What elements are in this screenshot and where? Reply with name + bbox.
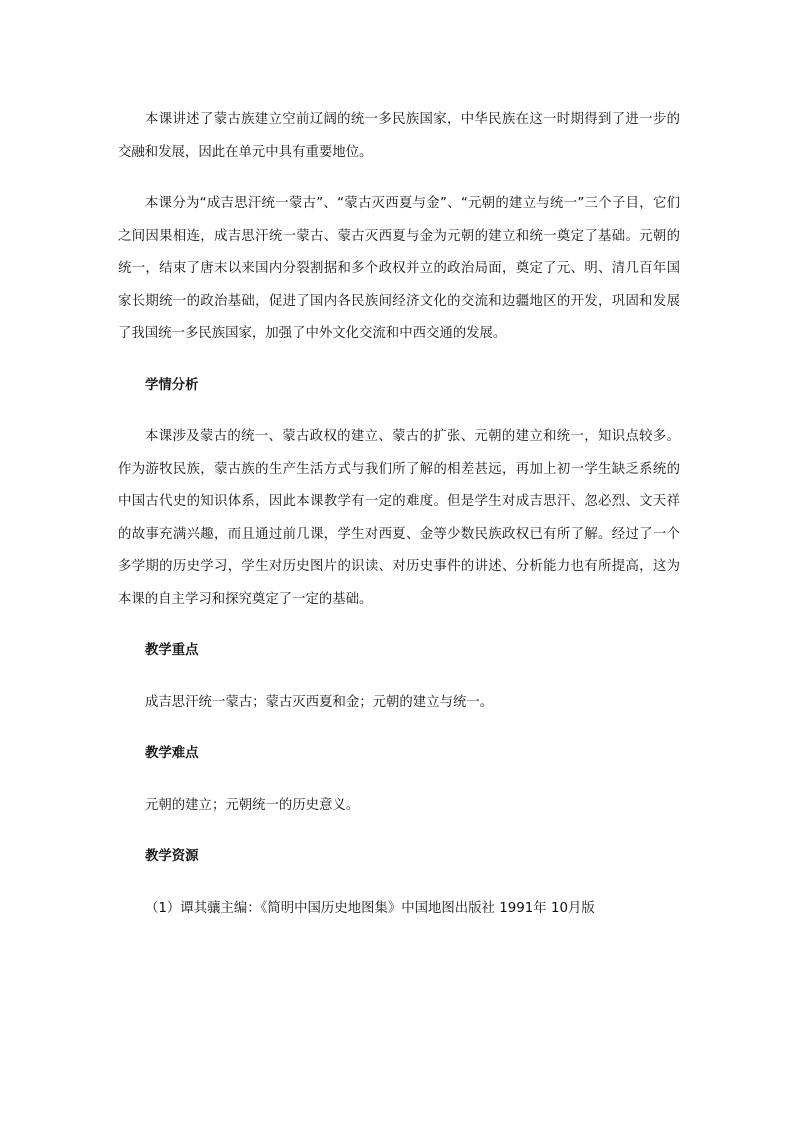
analysis-heading: 学情分析	[145, 377, 199, 393]
resources-heading: 教学资源	[145, 849, 199, 864]
document-page	[118, 104, 680, 925]
key-points-heading: 教学重点	[145, 643, 199, 658]
key-points-text: 成吉思汗统一蒙古；蒙古灭西夏和金；元朝的建立与统一。	[145, 694, 494, 710]
difficulty-text: 元朝的建立；元朝统一的历史意义。	[145, 797, 360, 813]
intro-paragraph: 本课讲述了蒙古族建立空前辽阔的统一多民族国家，中华民族在这一时期得到了进一步的交融和发展，因此在单元中具有重要地位。	[118, 112, 680, 160]
difficulty-heading: 教学难点	[145, 746, 199, 761]
structure-paragraph: 本课分为“成吉思汗统一蒙古”、“蒙古灭西夏与金”、“元朝的建立与统一”三个子目，它们之间因果相连，成吉思汗统一蒙古、蒙古灭西夏与金为元朝的建立和统一奠定了基础。元朝的统一，结束了唐末以来国内分裂割据和多个政权并立的政治局面，奠定了元、明、清几百年国家长期统一的政治基础，促进了国内各民族间经济文化的交流和边疆地区的开发，巩固和发展了我国统一多民族国家，加强了中外文化交流和中西交通的发展。	[118, 196, 680, 341]
analysis-paragraph: 本课涉及蒙古的统一、蒙古政权的建立、蒙古的扩张、元朝的建立和统一，知识点较多。作为游牧民族，蒙古族的生产生活方式与我们所了解的相差甚远，再加上初一学生缺乏系统的中国古代史的知识体系，因此本课教学有一定的难度。但是学生对成吉思汗、忽必烈、文天祥的故事充满兴趣，而且通过前几课，学生对西夏、金等少数民族政权已有所了解。经过了一个多学期的历史学习，学生对历史图片的识读、对历史事件的讲述、分析能力也有所提高，这为本课的自主学习和探究奠定了一定的基础。	[118, 429, 680, 607]
resource-item-1: （1）谭其骧主编：《简明中国历史地图集》中国地图出版社 1991年 10月版	[145, 900, 595, 916]
